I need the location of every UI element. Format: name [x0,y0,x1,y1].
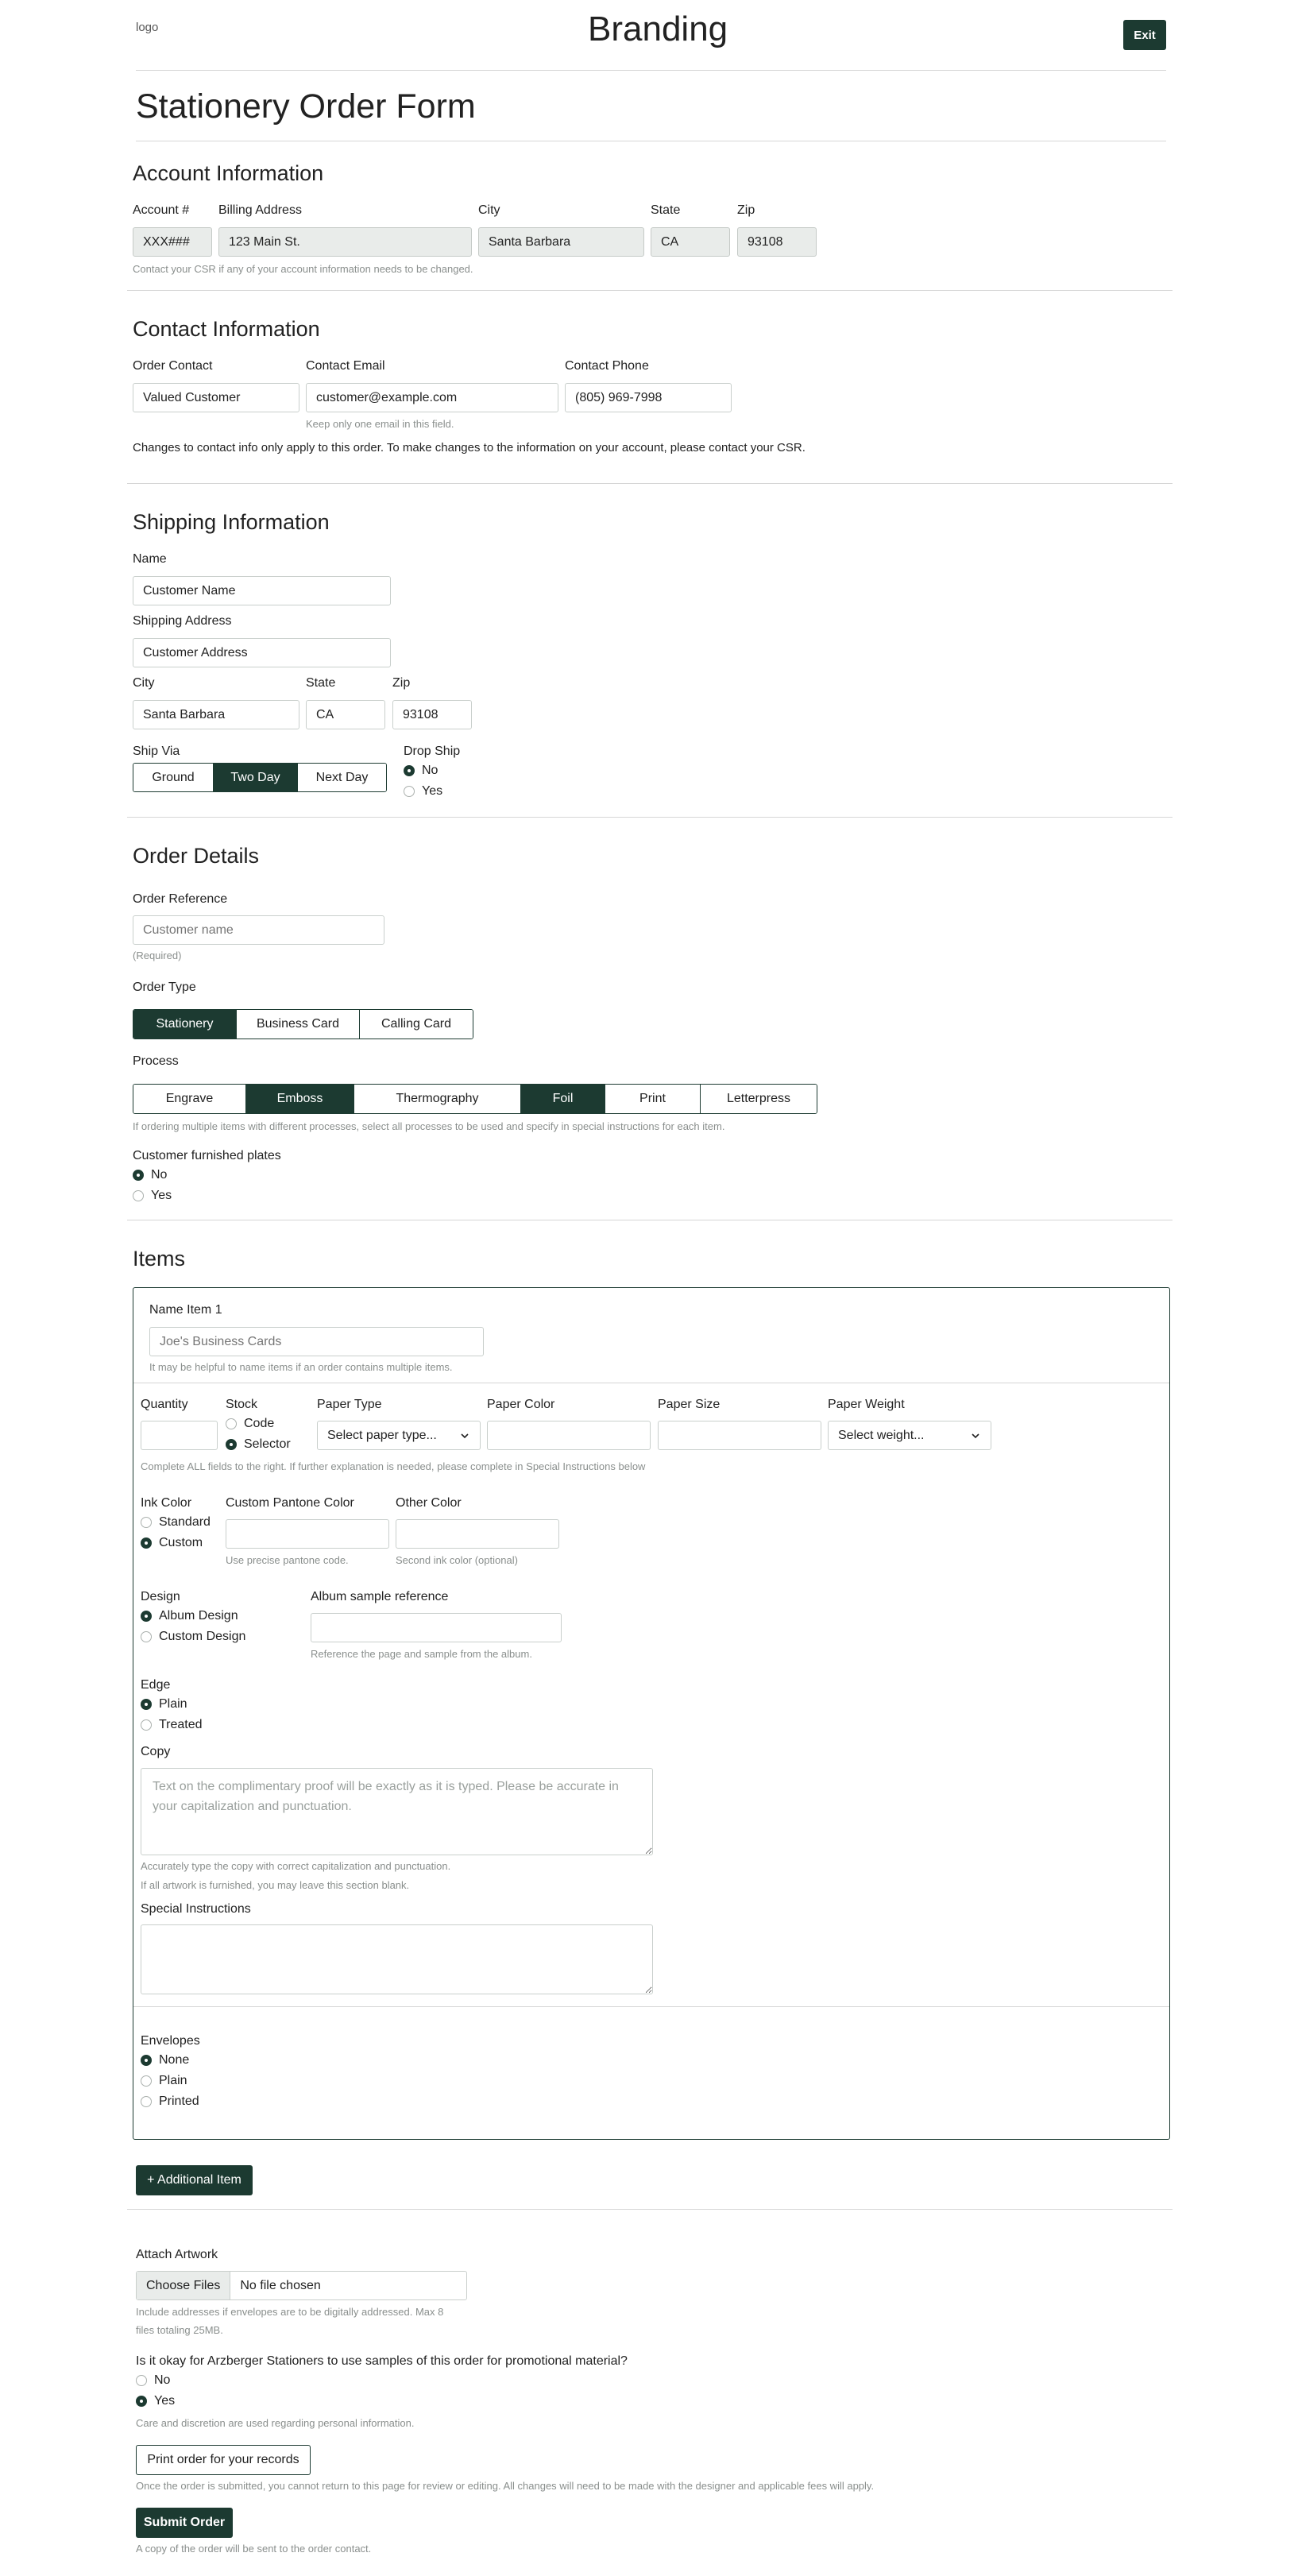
ship-name-input[interactable]: Customer Name [133,576,391,605]
radio-checked-icon [141,2055,152,2066]
radio-unchecked-icon [141,1719,152,1731]
item-card [133,1287,1170,2140]
stock-code[interactable] [226,1417,274,1431]
process-thermography[interactable]: Thermography [354,1085,520,1113]
email-help-text: Keep only one email in this field. [306,418,454,430]
paper-color-label: Paper Color [487,1398,555,1411]
envelope-plain-label: Plain [159,2074,187,2087]
ship-city-label: City [133,676,155,690]
paper-size-input[interactable] [658,1421,821,1450]
contact-phone-label: Contact Phone [565,359,649,373]
chevron-down-icon [459,1430,470,1441]
ship-name-label: Name [133,552,167,566]
process-group [133,1084,817,1114]
order-type-stationery[interactable]: Stationery [133,1010,236,1039]
artwork-help-1: Include addresses if envelopes are to be digitally addressed. Max 8 [136,2306,444,2318]
fields-help-text: Complete ALL fields to the right. If further explanation is needed, please complete in Special Instructions below [141,1460,646,1472]
exit-button[interactable]: Exit [1123,20,1166,50]
order-details-heading: Order Details [133,844,260,868]
copy-help-1: Accurately type the copy with correct capitalization and punctuation. [141,1860,451,1872]
album-reference-input[interactable] [311,1613,562,1642]
process-print[interactable]: Print [605,1085,700,1113]
ink-custom-label: Custom [159,1536,203,1549]
copy-textarea[interactable] [141,1768,653,1855]
edge-label: Edge [141,1678,171,1692]
envelopes-label: Envelopes [141,2034,200,2048]
radio-unchecked-icon [141,2096,152,2107]
radio-checked-icon [133,1170,144,1181]
brand-title: Branding [588,10,728,48]
item-name-label: Name Item 1 [149,1303,222,1317]
paper-weight-label: Paper Weight [828,1398,905,1411]
promo-yes-label: Yes [154,2394,176,2408]
ship-via-ground[interactable]: Ground [133,764,213,791]
plates-yes[interactable] [133,1189,172,1203]
print-help: Once the order is submitted, you cannot return to this page for review or editing. All changes will need to be made with the designer and applicable fees will apply. [136,2480,875,2492]
radio-checked-icon [136,2396,147,2407]
chevron-down-icon [970,1430,981,1441]
design-custom-label: Custom Design [159,1630,246,1643]
contact-note: Changes to contact info only apply to this order. To make changes to the information on your account, please contact your CSR. [133,441,806,454]
pantone-label: Custom Pantone Color [226,1496,354,1510]
promo-no[interactable] [136,2373,170,2388]
items-divider [127,2209,1173,2210]
artwork-help-2: files totaling 25MB. [136,2324,223,2336]
account-divider [127,290,1173,291]
edge-treated-label: Treated [159,1718,203,1731]
item-name-input[interactable] [149,1327,484,1356]
ink-custom[interactable] [141,1536,203,1550]
order-reference-input[interactable] [133,915,384,945]
edge-plain[interactable] [141,1697,187,1712]
radio-unchecked-icon [141,1517,152,1528]
plates-no-label: No [151,1168,168,1182]
album-reference-help: Reference the page and sample from the album. [311,1648,532,1660]
process-help-text: If ordering multiple items with different processes, select all processes to be used and specify in special instructions for each item. [133,1120,725,1132]
account-city-label: City [478,203,500,217]
billing-address-field: 123 Main St. [218,227,472,257]
drop-ship-yes-label: Yes [422,784,443,798]
account-heading: Account Information [133,161,324,185]
design-album[interactable] [141,1609,238,1623]
no-file-text: No file chosen [240,2278,321,2292]
ship-via-next-day[interactable]: Next Day [297,764,386,791]
drop-ship-yes[interactable] [404,784,442,799]
ink-standard-label: Standard [159,1515,211,1529]
envelope-none[interactable] [141,2053,189,2067]
quantity-label: Quantity [141,1398,188,1411]
submit-help: A copy of the order will be sent to the order contact. [136,2543,372,2555]
quantity-input[interactable] [141,1421,218,1450]
ink-standard[interactable] [141,1515,211,1530]
order-type-group [133,1009,473,1039]
account-zip-label: Zip [737,203,755,217]
promo-question: Is it okay for Arzberger Stationers to use samples of this order for promotional material? [136,2354,628,2368]
radio-unchecked-icon [141,2075,152,2087]
shipping-divider [127,817,1173,818]
stock-selector[interactable] [226,1437,291,1452]
envelope-printed-label: Printed [159,2094,199,2108]
plates-yes-label: Yes [151,1189,172,1202]
radio-checked-icon [141,1699,152,1710]
ship-city-input[interactable]: Santa Barbara [133,700,299,729]
page-title: Stationery Order Form [136,87,476,126]
paper-weight-value: Select weight... [838,1428,925,1442]
contact-heading: Contact Information [133,317,320,341]
stock-selector-label: Selector [244,1437,291,1451]
contact-email-input[interactable]: customer@example.com [306,383,558,412]
special-instructions-textarea[interactable] [141,1924,653,1994]
account-city-field: Santa Barbara [478,227,644,257]
album-reference-label: Album sample reference [311,1590,449,1603]
logo: logo [136,21,159,34]
pantone-help: Use precise pantone code. [226,1554,349,1566]
account-help-text: Contact your CSR if any of your account information needs to be changed. [133,263,473,275]
account-state-field: CA [651,227,730,257]
envelope-plain[interactable] [141,2074,187,2088]
other-color-input[interactable] [396,1519,559,1549]
account-state-label: State [651,203,681,217]
process-emboss[interactable]: Emboss [245,1085,354,1113]
radio-unchecked-icon [141,1631,152,1642]
envelope-divider [133,2006,1169,2007]
process-letterpress[interactable]: Letterpress [700,1085,817,1113]
order-contact-label: Order Contact [133,359,213,373]
contact-divider [127,483,1173,484]
items-heading: Items [133,1247,186,1271]
process-engrave[interactable]: Engrave [133,1085,245,1113]
stock-label: Stock [226,1398,258,1411]
other-color-help: Second ink color (optional) [396,1554,518,1566]
paper-size-label: Paper Size [658,1398,721,1411]
paper-type-select[interactable] [317,1421,481,1450]
envelope-none-label: None [159,2053,190,2067]
radio-unchecked-icon [133,1190,144,1201]
radio-unchecked-icon [136,2375,147,2386]
order-reference-label: Order Reference [133,892,228,906]
account-zip-field: 93108 [737,227,817,257]
plates-label: Customer furnished plates [133,1149,281,1162]
edge-treated[interactable] [141,1718,203,1732]
design-label: Design [141,1590,180,1603]
special-instructions-label: Special Instructions [141,1902,251,1916]
copy-label: Copy [141,1745,171,1758]
order-type-label: Order Type [133,981,196,994]
radio-checked-icon [226,1439,237,1450]
design-album-label: Album Design [159,1609,238,1623]
plates-no[interactable] [133,1168,167,1182]
envelope-printed[interactable] [141,2094,199,2109]
paper-type-label: Paper Type [317,1398,382,1411]
ship-via-label: Ship Via [133,745,180,758]
paper-weight-select[interactable] [828,1421,991,1450]
billing-address-label: Billing Address [218,203,302,217]
paper-color-input[interactable] [487,1421,651,1450]
ship-zip-input[interactable]: 93108 [392,700,472,729]
radio-unchecked-icon [404,786,415,797]
ship-state-label: State [306,676,336,690]
ship-via-group [133,763,387,792]
drop-ship-no-label: No [422,764,439,777]
promo-help: Care and discretion are used regarding personal information. [136,2417,415,2429]
ship-via-two-day[interactable]: Two Day [213,764,297,791]
radio-checked-icon [141,1611,152,1622]
header-divider [136,70,1166,71]
order-reference-help: (Required) [133,950,182,961]
radio-checked-icon [404,765,415,776]
ship-zip-label: Zip [392,676,411,690]
ink-color-label: Ink Color [141,1496,192,1510]
drop-ship-no[interactable] [404,764,438,778]
attach-artwork-label: Attach Artwork [136,2248,218,2261]
promo-no-label: No [154,2373,171,2387]
copy-help-2: If all artwork is furnished, you may leave this section blank. [141,1879,410,1891]
order-type-calling-card[interactable]: Calling Card [359,1010,473,1039]
radio-checked-icon [141,1537,152,1549]
contact-phone-input[interactable]: (805) 969-7998 [565,383,732,412]
file-picker[interactable] [136,2271,467,2300]
radio-unchecked-icon [226,1418,237,1429]
order-contact-input[interactable]: Valued Customer [133,383,299,412]
account-number-field: XXX### [133,227,212,257]
item-name-help: It may be helpful to name items if an order contains multiple items. [149,1361,453,1373]
promo-yes[interactable] [136,2394,175,2408]
pantone-input[interactable] [226,1519,389,1549]
stock-code-label: Code [244,1417,275,1430]
ship-state-input[interactable]: CA [306,700,385,729]
other-color-label: Other Color [396,1496,462,1510]
process-foil[interactable]: Foil [520,1085,605,1113]
drop-ship-label: Drop Ship [404,745,461,758]
process-label: Process [133,1054,179,1068]
ship-address-input[interactable]: Customer Address [133,638,391,667]
design-custom[interactable] [141,1630,245,1644]
ship-address-label: Shipping Address [133,614,232,628]
additional-item-button[interactable]: + Additional Item [136,2165,253,2195]
contact-email-label: Contact Email [306,359,385,373]
submit-order-button[interactable]: Submit Order [136,2508,233,2538]
order-type-business-card[interactable]: Business Card [236,1010,359,1039]
paper-type-value: Select paper type... [327,1428,437,1442]
choose-files-button[interactable]: Choose Files [137,2272,230,2299]
shipping-heading: Shipping Information [133,510,330,534]
account-number-label: Account # [133,203,190,217]
edge-plain-label: Plain [159,1697,187,1711]
print-order-button[interactable]: Print order for your records [136,2445,311,2475]
